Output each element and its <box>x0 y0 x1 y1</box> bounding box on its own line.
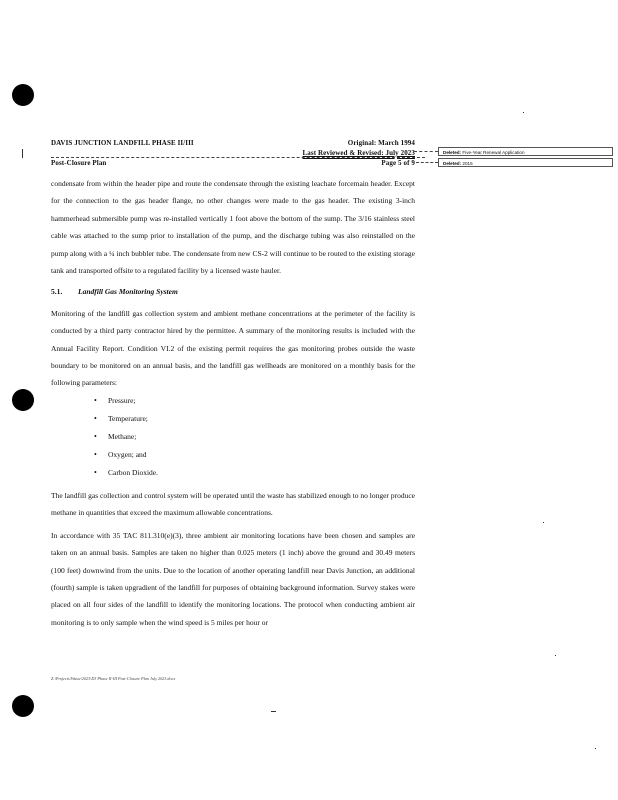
comment-deleted-2[interactable] <box>438 158 613 167</box>
paragraph-monitoring: Monitoring of the landfill gas collection system and ambient methane concentrations at the perimeter of the facility is conducted by a third party contractor hired by the permittee. A summary of the monitoring results is included with the Annual Facility Report. Condition VI.2 of the existing permit requires the gas monitoring probes outside the waste boundary to be monitored on an annual basis, and the landfill gas wellheads are monitored on a monthly basis for the following parameters: <box>51 308 415 388</box>
list-item: • Temperature; <box>94 410 415 428</box>
section-title: Landfill Gas Monitoring System <box>78 287 178 297</box>
section-number: 5.1. <box>51 287 63 297</box>
comment-label: Deleted: <box>443 150 462 155</box>
scan-speck <box>543 522 544 523</box>
comment-deleted-1[interactable] <box>438 147 613 156</box>
comment-text: 2015 <box>462 161 473 166</box>
section-heading <box>51 283 415 300</box>
comment-connector <box>416 162 438 163</box>
paragraph-ambient-air: In accordance with 35 TAC 811.310(e)(3), three ambient air monitoring locations have been chosen and samples are taken on an annual basis. Samples are taken no higher than 0.025 meters (1 inch) above the ground and 30.49 meters (100 feet) downwind from the units. Due to the location of another operating landfill near Davis Junction, an additional (fourth) sample is taken upgradient of the landfill for purposes of obtaining background information. Survey stakes were placed on all four sides of the landfill to identify the monitoring locations. The protocol when conducting ambient air monitoring is to only sample when the wind speed is 5 miles per hour or <box>51 530 415 627</box>
punch-hole-bottom <box>12 695 34 717</box>
scan-speck <box>271 711 276 712</box>
scan-speck <box>523 112 524 113</box>
footer-file-path: Z:\Projects\Waste\2023\DJ Phase II-III Post-Closure Plan July 2023.docx <box>51 676 176 681</box>
page-number: Page 5 of 9 <box>381 159 415 167</box>
revision-date: Last Reviewed & Revised: July 2023 <box>302 149 415 157</box>
document-title: DAVIS JUNCTION LANDFILL PHASE II/III <box>51 139 194 147</box>
paragraph-operation: The landfill gas collection and control system will be operated until the waste has stabilized enough to no longer produce methane in quantities that exceed the maximum allowable concentrations. <box>51 490 415 518</box>
header-rule <box>51 157 425 158</box>
punch-hole-top <box>12 84 34 106</box>
list-item: • Oxygen; and <box>94 446 415 464</box>
scan-speck <box>555 655 556 656</box>
original-date: Original: March 1994 <box>347 139 415 147</box>
list-item: • Carbon Dioxide. <box>94 464 415 482</box>
punch-hole-middle <box>12 389 34 411</box>
list-item: • Pressure; <box>94 392 415 410</box>
list-item: • Methane; <box>94 428 415 446</box>
comment-text: Five-Year Renewal Application <box>462 150 525 155</box>
comment-connector <box>414 151 438 152</box>
comment-label: Deleted: <box>443 161 462 166</box>
paragraph-condensate: condensate from within the header pipe and route the condensate through the existing leachate forcemain header. Except for the connection to the gas header flange, no other changes were made to the gas header. The existing 3-inch hammerhead submersible pump was re-installed vertically 1 foot above the bottom of the sump. The 3/16 stainless steel cable was attached to the sump prior to installation of the pump, and the discharge tubing was also reinstalled on the pump along with a ¼ inch bubbler tube. The condensate from new CS-2 will continue to be routed to the existing storage tank and transported offsite to a regulated facility by a licensed waste hauler. <box>51 179 415 276</box>
scan-speck <box>595 748 596 749</box>
body-text <box>51 175 415 631</box>
document-subtitle: Post-Closure Plan <box>51 159 107 167</box>
parameter-list <box>51 392 415 482</box>
scan-speck <box>22 149 23 158</box>
